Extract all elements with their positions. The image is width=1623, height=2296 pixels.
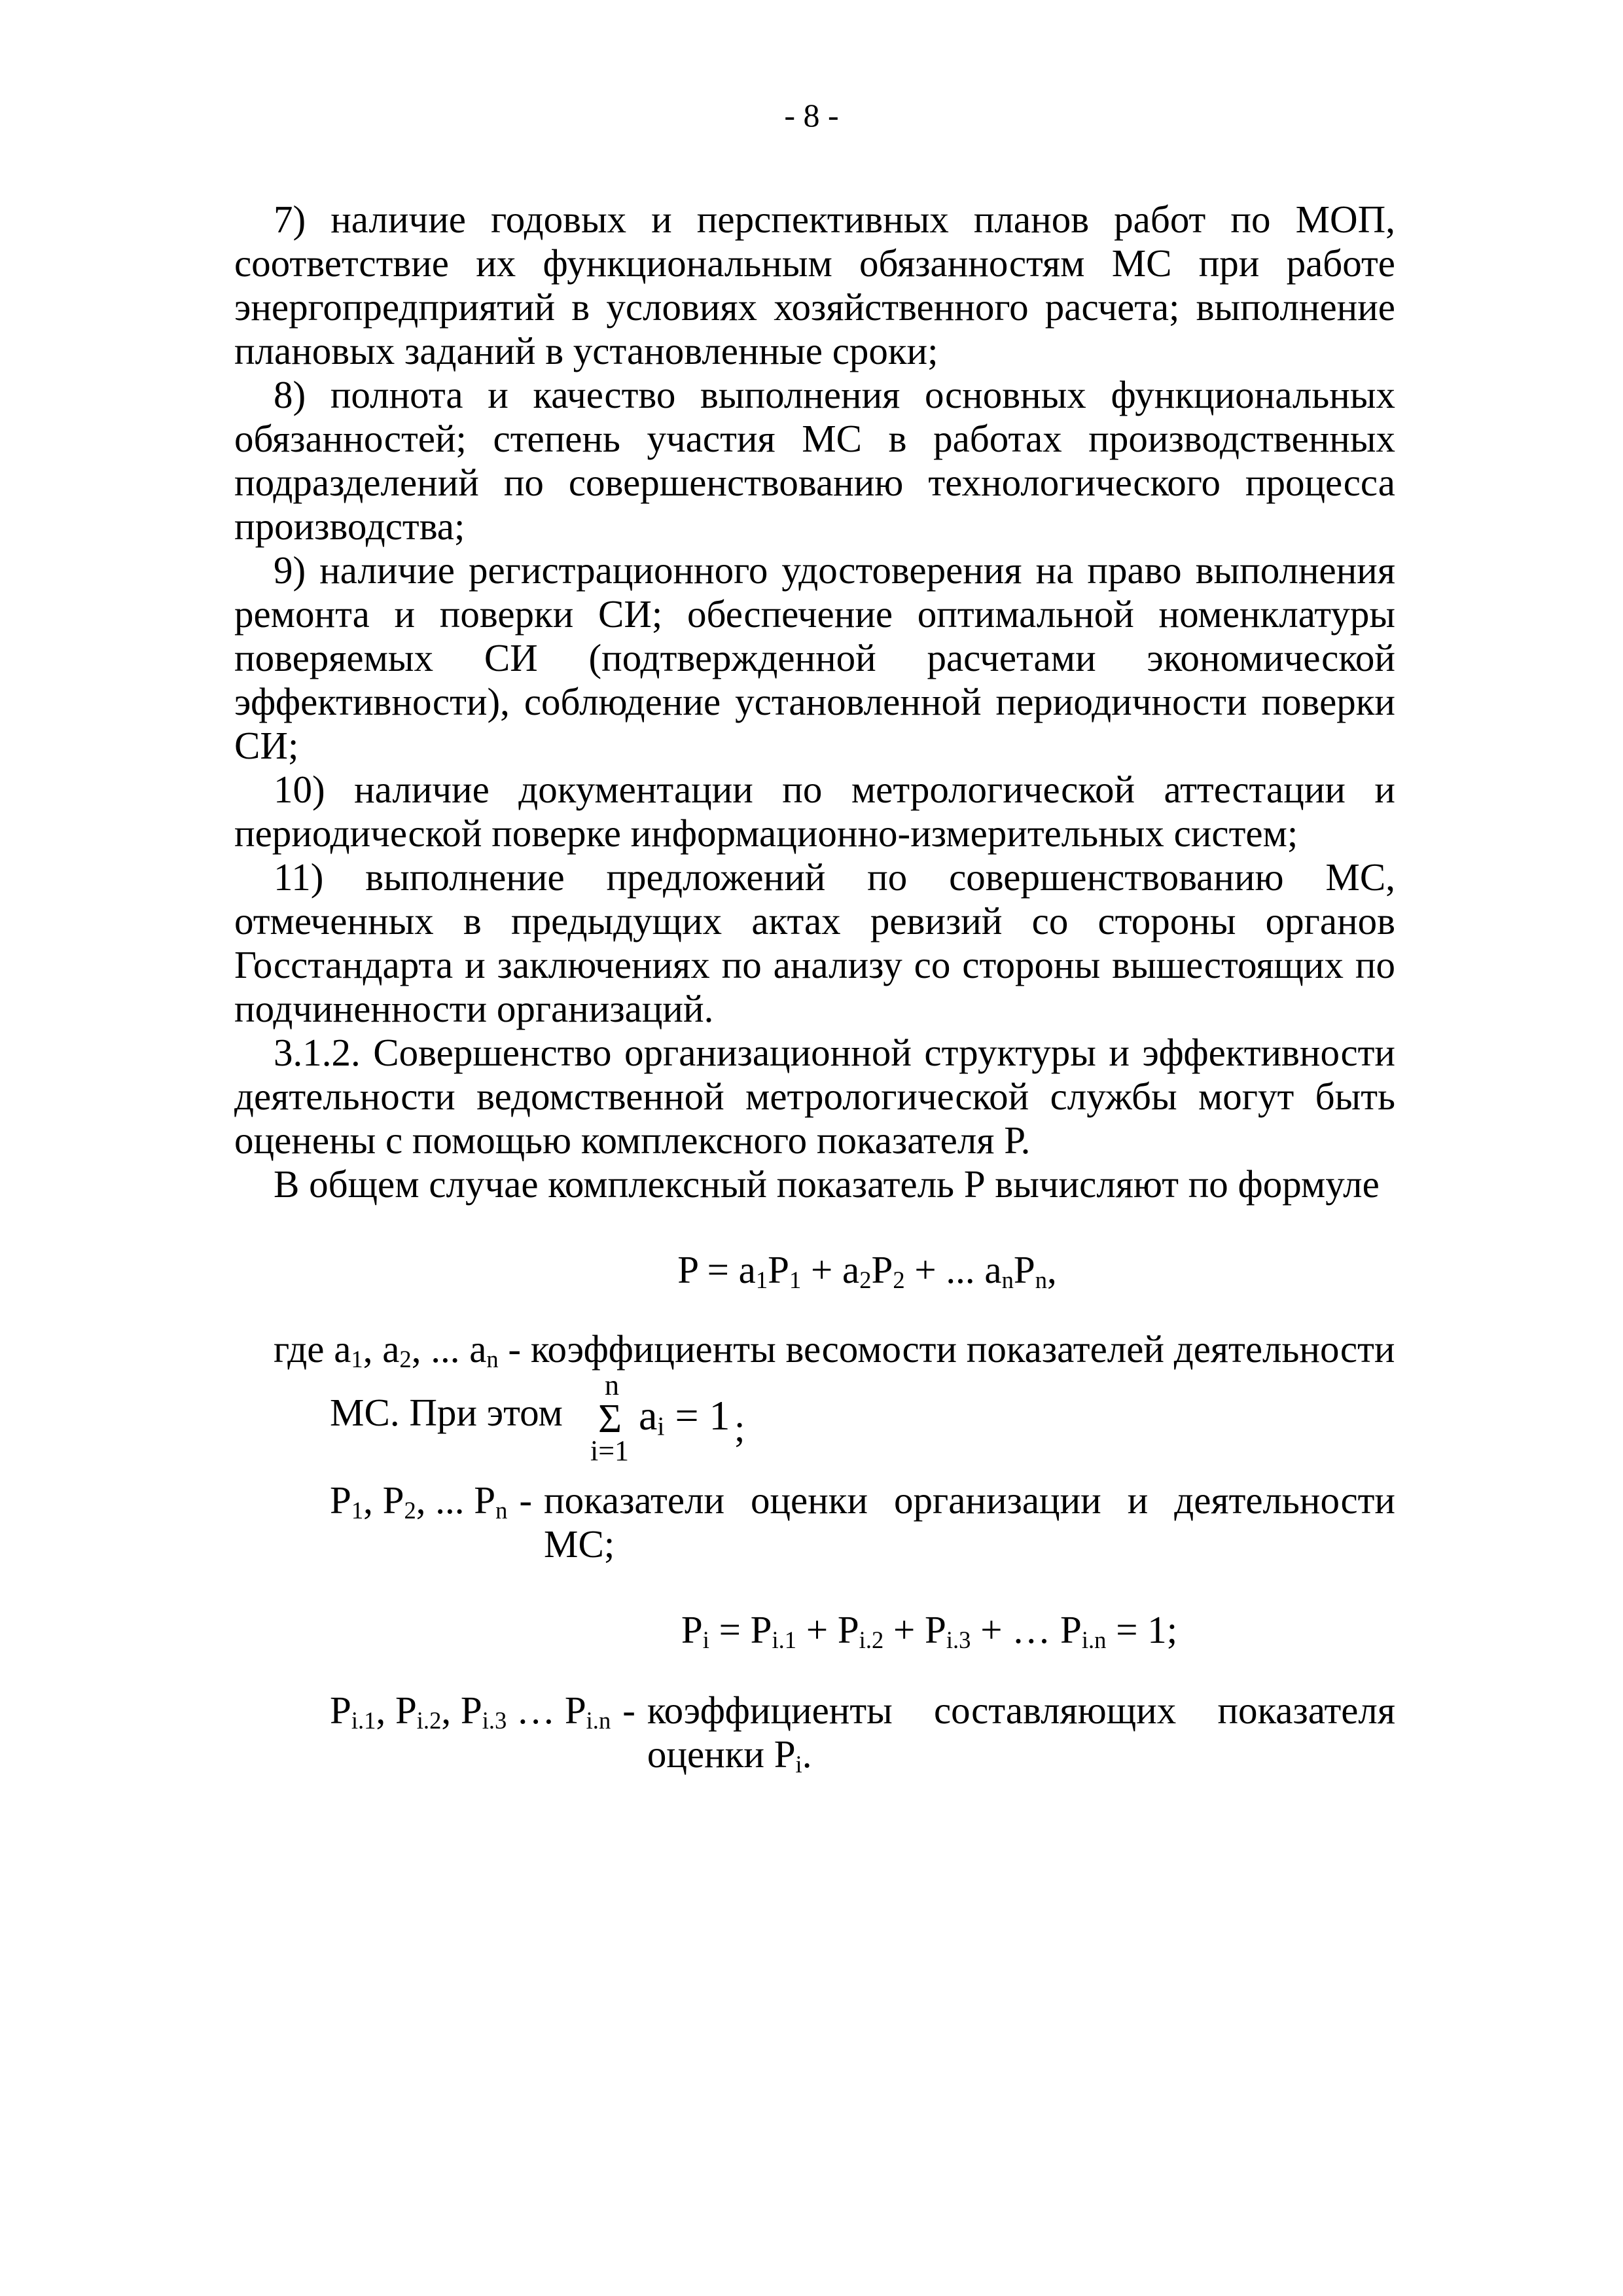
sum-semicolon: ;: [734, 1407, 745, 1450]
section-3-1-2: 3.1.2. Совершенство организационной структуры и эффективности деятельности ведомственной метрологической службы могут быть оценены с помощью комплексного показателя Р.: [234, 1031, 1395, 1162]
list-item-10: 10) наличие документации по метрологической аттестации и периодической поверке информационно-измерительных систем;: [234, 768, 1395, 855]
definition-text: коэффициенты составляющих показателя оценки $P_i$.: [647, 1689, 1395, 1778]
definitions: [330, 1479, 1395, 1566]
sum-expression: $a_i = 1$: [639, 1392, 730, 1441]
sum-condition-label: МС. При этом: [330, 1391, 563, 1434]
list-item-11: 11) выполнение предложений по совершенствованию МС, отмеченных в предыдущих актах ревизий со стороны органов Госстандарта и заключениях по анализу со стороны вышестоящих по подчиненности организаций.: [234, 855, 1395, 1030]
definitions-pi: [330, 1689, 1395, 1776]
formula-pi: $P_i = P_{i.1} + P_{i.2} + P_{i.3}$ + … $P_{i.n} = 1$;: [681, 1608, 1178, 1654]
definition-p-indicators: [330, 1479, 1395, 1566]
formula-p: $P = a_1P_1 + a_2P_2$ + ... $a_nP_n$,: [677, 1248, 1057, 1294]
definition-dash: -: [519, 1479, 533, 1522]
where-coefficients: где $a_1$, $a_2$, ... $a_n$ - коэффициенты весомости показателей деятельности: [274, 1327, 1395, 1373]
list-item-8: 8) полнота и качество выполнения основных функциональных обязанностей; степень участия МС в работах производственных подразделений по совершенствованию технологического процесса производства;: [234, 373, 1395, 548]
definition-dash: -: [622, 1689, 635, 1732]
sum-lower-limit: i=1: [590, 1435, 630, 1467]
definition-symbol: $P_{i.1}$, $P_{i.2}$, $P_{i.3}$ … $P_{i.n}$: [330, 1689, 611, 1734]
definition-text: показатели оценки организации и деятельности МС;: [544, 1479, 1395, 1566]
document-body: [234, 198, 1395, 1776]
page-number: - 8 -: [784, 97, 839, 134]
definition-pi-coefficients: [330, 1689, 1395, 1776]
sum-condition: [330, 1371, 1395, 1469]
definition-symbol: $P_1$, $P_2$, ... $P_n$: [330, 1479, 508, 1524]
list-item-9: 9) наличие регистрационного удостоверения на право выполнения ремонта и поверки СИ; обеспечение оптимальной номенклатуры поверяемых СИ (подтвержденной расчетами экономической эффективности), соблюдение установленной периодичности поверки СИ;: [234, 548, 1395, 767]
formula-intro: В общем случае комплексный показатель Р вычисляют по формуле: [274, 1162, 1380, 1206]
sum-formula: [580, 1371, 776, 1469]
sigma-symbol: Σ: [598, 1397, 622, 1441]
sum-upper-limit: n: [605, 1369, 619, 1401]
list-item-7: 7) наличие годовых и перспективных планов работ по МОП, соответствие их функциональным обязанностям МС при работе энергопредприятий в условиях хозяйственного расчета; выполнение плановых заданий в установленные сроки;: [234, 198, 1395, 372]
